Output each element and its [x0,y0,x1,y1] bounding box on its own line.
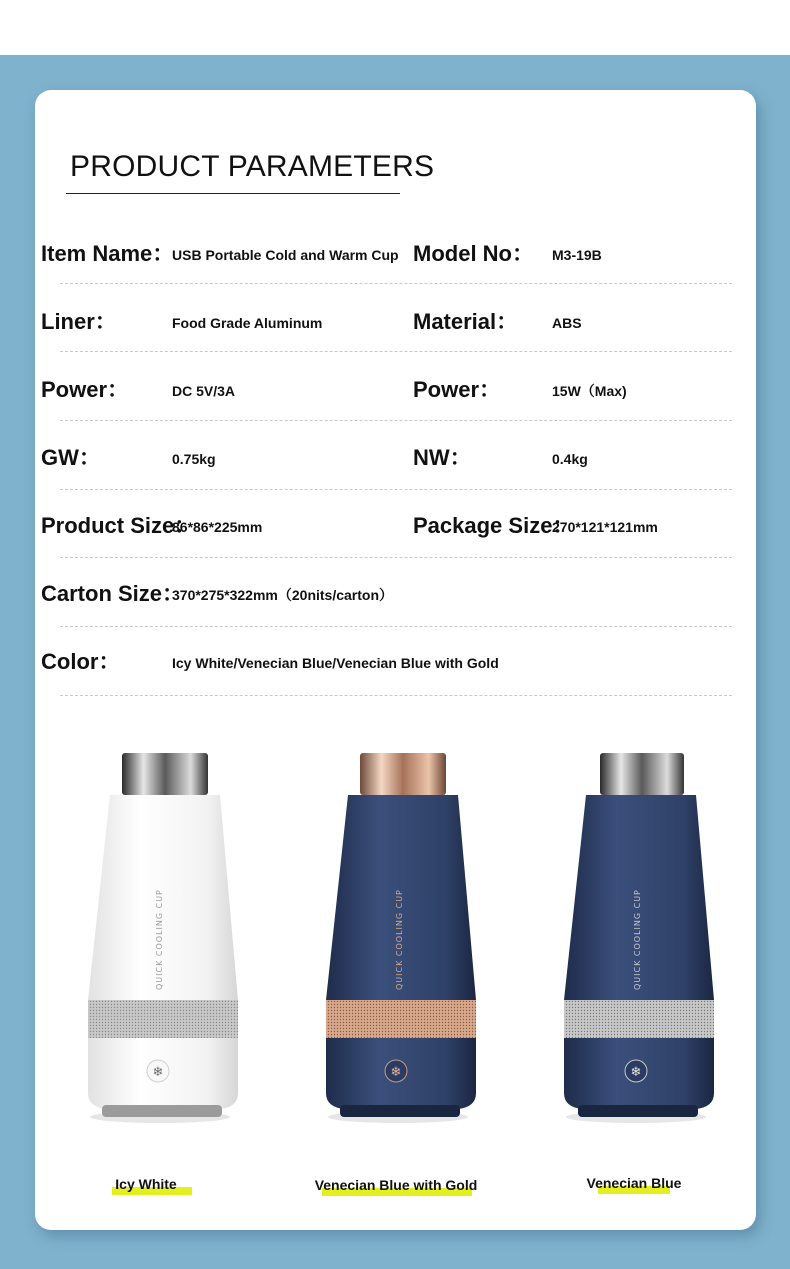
spec-value: DC 5V/3A [172,383,236,399]
spec-value: Food Grade Aluminum [172,315,323,331]
svg-text:QUICK COOLING CUP: QUICK COOLING CUP [155,889,164,990]
spec-value: 0.75kg [172,451,216,467]
spec-value: 0.4kg [552,451,588,467]
spec-label: Color： [41,649,121,674]
spec-label: Carton Size： [41,581,185,606]
product-caption: Venecian Blue [586,1175,682,1191]
spec-label: NW： [413,445,472,470]
row-divider [60,283,732,284]
svg-text:QUICK COOLING CUP: QUICK COOLING CUP [395,889,404,990]
product-image-venecian-blue-gold [318,745,478,1125]
svg-text:QUICK COOLING CUP: QUICK COOLING CUP [633,889,642,990]
product-caption: Icy White [115,1176,177,1192]
spec-label: Power： [41,377,130,402]
spec-label: Model No： [413,241,534,266]
spec-value: 270*121*121mm [552,519,658,535]
spec-row [0,376,790,416]
spec-value: USB Portable Cold and Warm Cup [172,247,399,263]
row-divider [60,557,732,558]
spec-label: Item Name： [41,241,175,266]
top-band [0,0,790,55]
row-divider [60,489,732,490]
spec-label: GW： [41,445,101,470]
spec-value: M3-19B [552,247,602,263]
spec-value: Icy White/Venecian Blue/Venecian Blue with Gold [172,655,499,671]
spec-row [0,444,790,484]
spec-value: 370*275*322mm（20nits/carton） [172,587,394,603]
row-divider [60,626,732,627]
spec-row [0,580,790,620]
spec-row [0,240,790,280]
product-image-venecian-blue [556,745,716,1125]
svg-text:❄: ❄ [390,1065,402,1080]
row-divider [60,695,732,696]
row-divider [60,351,732,352]
svg-text:❄: ❄ [152,1065,164,1080]
spec-value: 86*86*225mm [172,519,263,535]
spec-row [0,648,790,688]
title-underline [66,193,400,194]
spec-value: 15W（Max) [552,383,627,399]
product-caption: Venecian Blue with Gold [314,1177,478,1193]
svg-text:❄: ❄ [630,1065,642,1080]
spec-label: Liner： [41,309,117,334]
product-image-icy-white [80,745,240,1125]
spec-row [0,308,790,348]
spec-row [0,512,790,552]
spec-value: ABS [552,315,582,331]
page-title: PRODUCT PARAMETERS [70,150,435,183]
row-divider [60,420,732,421]
spec-label: Material： [413,309,519,334]
spec-label: Product Size： [41,513,197,538]
spec-label: Power： [413,377,502,402]
spec-label: Package Size： [413,513,575,538]
